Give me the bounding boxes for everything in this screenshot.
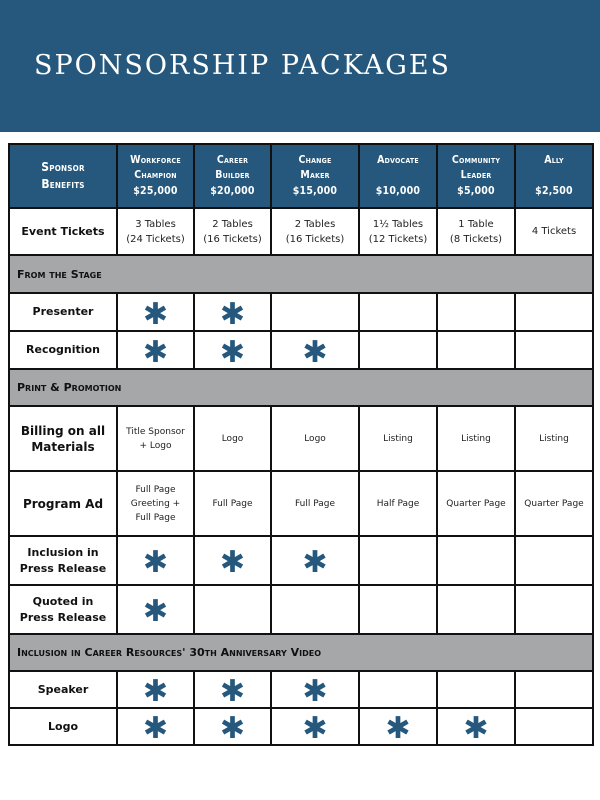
cell-text: Greeting +: [130, 498, 181, 509]
cell-text: Logo: [304, 433, 326, 444]
cell-text: (16 Tickets): [285, 233, 345, 245]
tier-price: $20,000: [210, 184, 255, 197]
cell-text: Full Page: [135, 512, 176, 523]
asterisk-icon: ✱: [219, 711, 246, 745]
cell: [515, 536, 593, 585]
tier-name: Change: [298, 153, 332, 166]
tier-name: Career: [216, 153, 249, 166]
tier-header-advocate: [359, 144, 437, 208]
cell: [194, 471, 271, 536]
cell: [437, 708, 515, 745]
cell-text: (16 Tickets): [203, 233, 262, 245]
cell-text: (12 Tickets): [368, 233, 428, 245]
tier-header-change-maker: [271, 144, 359, 208]
cell-text: Quarter Page: [524, 498, 584, 509]
cell: [194, 708, 271, 745]
section-from-the-stage: [9, 255, 593, 293]
cell: [117, 585, 194, 634]
asterisk-icon: ✱: [219, 334, 246, 369]
cell-text: 1½ Tables: [372, 218, 424, 230]
asterisk-icon: ✱: [302, 711, 328, 745]
tier-name: Builder: [215, 169, 250, 182]
cell: [515, 331, 593, 369]
asterisk-icon: ✱: [142, 296, 169, 331]
row-label: [9, 585, 117, 634]
asterisk-icon: ✱: [463, 711, 489, 745]
cell: [194, 208, 271, 255]
cell: [437, 293, 515, 331]
cell: [515, 293, 593, 331]
asterisk-icon: ✱: [142, 545, 169, 580]
asterisk-icon: ✱: [302, 545, 328, 580]
tier-name: Leader: [460, 169, 492, 182]
cell-text: 2 Tables: [212, 218, 253, 230]
asterisk-icon: ✱: [219, 545, 246, 580]
tier-header-workforce-champion: [117, 144, 194, 208]
label-text: Inclusion in: [27, 545, 99, 559]
label-text: Quoted in: [32, 594, 94, 608]
cell: [359, 585, 437, 634]
cell: [359, 293, 437, 331]
cell: [515, 406, 593, 471]
cell: [117, 708, 194, 745]
cell: [437, 471, 515, 536]
cell-text: Listing: [383, 433, 413, 444]
tier-price: $2,500: [535, 184, 573, 197]
cell: [359, 331, 437, 369]
label-text: Press Release: [19, 610, 107, 624]
cell: [359, 471, 437, 536]
tier-price: $10,000: [375, 184, 421, 197]
cell-text: Full Page: [212, 498, 253, 509]
page-title: SPONSORSHIP PACKAGES: [34, 50, 452, 81]
tier-name: Champion: [134, 169, 177, 182]
cell-text: Listing: [461, 433, 491, 444]
cell-text: Full Page: [294, 498, 336, 509]
asterisk-icon: ✱: [385, 711, 411, 745]
row-recognition: [9, 331, 593, 369]
cell: [271, 671, 359, 708]
cell: [359, 708, 437, 745]
cell: [515, 708, 593, 745]
cell: [515, 208, 593, 255]
tier-name: Ally: [544, 153, 564, 166]
cell: [271, 536, 359, 585]
asterisk-icon: ✱: [142, 674, 169, 708]
tier-price: $25,000: [133, 184, 178, 197]
cell: [117, 536, 194, 585]
row-label: Speaker: [9, 671, 117, 708]
cell: [515, 585, 593, 634]
cell: [437, 536, 515, 585]
cell: [271, 293, 359, 331]
label-text: Press Release: [19, 561, 107, 575]
cell: [271, 471, 359, 536]
cell: [194, 671, 271, 708]
cell: [117, 208, 194, 255]
row-billing: [9, 406, 593, 471]
cell: [359, 536, 437, 585]
cell: [194, 293, 271, 331]
cell: [194, 331, 271, 369]
section-title: Inclusion in Career Resources' 30th Anniversary Video: [9, 634, 593, 671]
asterisk-icon: ✱: [302, 674, 328, 708]
sponsorship-table: [8, 143, 594, 746]
cell: [271, 585, 359, 634]
cell: [515, 671, 593, 708]
cell-text: Full Page: [135, 484, 176, 495]
asterisk-icon: ✱: [219, 674, 246, 708]
cell: [437, 208, 515, 255]
tier-price: $5,000: [457, 184, 495, 197]
tier-price: $15,000: [292, 184, 338, 197]
cell: [437, 671, 515, 708]
cell: [359, 671, 437, 708]
row-label: Logo: [9, 708, 117, 745]
header-row: [9, 144, 593, 208]
cell: [359, 406, 437, 471]
asterisk-icon: ✱: [142, 594, 169, 629]
cell: [437, 331, 515, 369]
tier-header-ally: [515, 144, 593, 208]
cell: [515, 471, 593, 536]
cell-text: (8 Tickets): [449, 233, 503, 245]
cell: [271, 708, 359, 745]
tier-name: Advocate: [377, 153, 419, 166]
cell: [437, 406, 515, 471]
cell-text: 4 Tickets: [531, 226, 577, 237]
tier-name: Community: [451, 153, 501, 166]
asterisk-icon: ✱: [142, 711, 169, 745]
row-program-ad: [9, 471, 593, 536]
header-text: Sponsor: [41, 160, 85, 174]
cell-text: 3 Tables: [135, 218, 176, 230]
cell: [271, 406, 359, 471]
cell: [271, 331, 359, 369]
cell-text: Quarter Page: [446, 498, 506, 509]
row-label: Recognition: [9, 331, 117, 369]
cell-text: Listing: [539, 433, 569, 444]
cell-text: Half Page: [376, 498, 420, 509]
tier-header-community-leader: [437, 144, 515, 208]
section-title: Print & Promotion: [9, 369, 593, 406]
cell: [194, 406, 271, 471]
tier-name: Maker: [300, 169, 330, 182]
cell-text: + Logo: [139, 440, 172, 451]
cell: [117, 406, 194, 471]
asterisk-icon: ✱: [302, 334, 328, 369]
label-text: Materials: [31, 439, 95, 454]
row-press-inclusion: [9, 536, 593, 585]
row-label: Program Ad: [9, 471, 117, 536]
cell-text: 2 Tables: [294, 218, 336, 230]
cell: [117, 671, 194, 708]
cell: [194, 585, 271, 634]
cell: [194, 536, 271, 585]
cell: [271, 208, 359, 255]
cell: [437, 585, 515, 634]
cell-text: 1 Table: [458, 218, 494, 230]
row-presenter: [9, 293, 593, 331]
cell-text: (24 Tickets): [126, 233, 185, 245]
title-banner: [0, 0, 600, 132]
row-label: Event Tickets: [9, 208, 117, 255]
asterisk-icon: ✱: [219, 296, 246, 331]
cell: [359, 208, 437, 255]
row-event-tickets: [9, 208, 593, 255]
header-text: Benefits: [41, 177, 85, 191]
row-press-quote: [9, 585, 593, 634]
row-video-logo: [9, 708, 593, 745]
cell-text: Title Sponsor: [126, 426, 185, 437]
tier-header-career-builder: [194, 144, 271, 208]
cell: [117, 293, 194, 331]
section-title: From the Stage: [9, 255, 593, 293]
label-text: Billing on all: [20, 423, 106, 438]
cell-text: Logo: [221, 433, 244, 444]
cell: [117, 471, 194, 536]
cell: [117, 331, 194, 369]
tier-name: Workforce: [130, 153, 181, 166]
section-print-promotion: [9, 369, 593, 406]
row-speaker: [9, 671, 593, 708]
row-label: [9, 406, 117, 471]
header-sponsor-benefits: [9, 144, 117, 208]
row-label: [9, 536, 117, 585]
section-anniversary-video: [9, 634, 593, 671]
row-label: Presenter: [9, 293, 117, 331]
asterisk-icon: ✱: [142, 334, 169, 369]
